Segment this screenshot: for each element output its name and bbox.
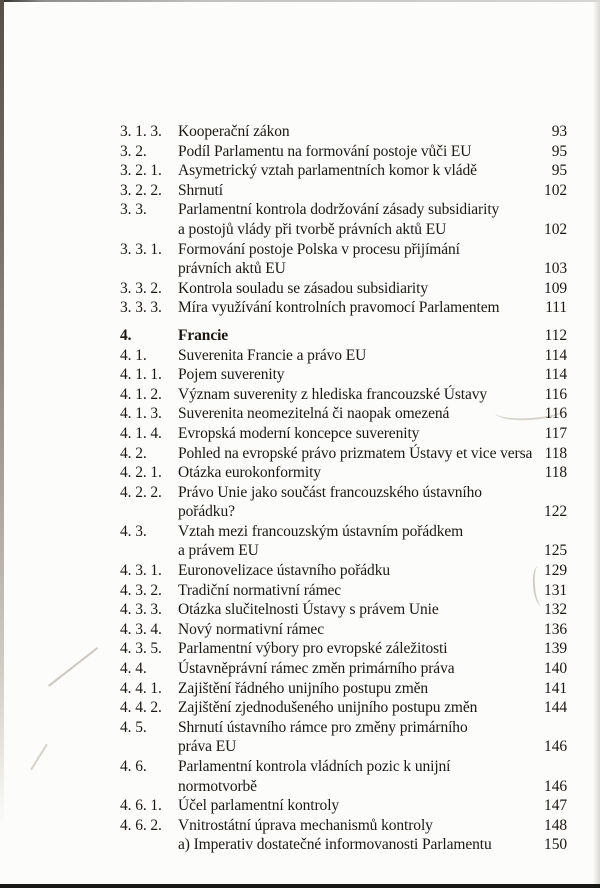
- toc-row: [120, 757, 567, 777]
- toc-row: [120, 161, 567, 181]
- entry-page: 116: [544, 405, 567, 423]
- toc-row: [120, 142, 567, 162]
- toc-row: [120, 718, 567, 738]
- toc-row: [120, 679, 567, 699]
- entry-number: 3. 2. 2.: [120, 181, 162, 199]
- toc-row: [120, 737, 567, 757]
- entry-page: 118: [544, 464, 567, 482]
- entry-title: Podíl Parlamentu na formování postoje vůči EU: [178, 142, 472, 160]
- toc-entry: [120, 161, 567, 181]
- scan-artifact: [30, 744, 48, 771]
- entry-page: 93: [551, 123, 567, 140]
- toc-row: [120, 561, 567, 581]
- toc-entry: [120, 581, 567, 601]
- entry-number: 4. 3. 1.: [120, 562, 162, 580]
- entry-number: 3. 3.: [120, 201, 147, 219]
- entry-page: 136: [544, 620, 567, 638]
- toc-entry: [120, 279, 567, 299]
- entry-page: 112: [544, 326, 567, 344]
- entry-title: pořádku?: [178, 503, 235, 521]
- entry-number: [120, 541, 178, 561]
- entry-title: Otázka slučitelnosti Ústavy s právem Unie: [178, 601, 439, 619]
- entry-number: 4. 6.: [120, 758, 147, 775]
- entry-title: Shrnutí ústavního rámce pro změny primárního: [178, 718, 468, 736]
- toc-entry: [120, 620, 567, 640]
- entry-title: Euronovelizace ústavního pořádku: [178, 562, 391, 580]
- toc-row: [120, 200, 567, 220]
- toc-entry: [120, 561, 567, 581]
- entry-title: Vnitrostátní úprava mechanismů kontroly: [178, 816, 433, 834]
- toc-row: [120, 659, 567, 679]
- entry-number: [120, 502, 178, 522]
- toc-entry: [120, 424, 567, 444]
- toc-row: [120, 122, 567, 142]
- toc-row: [120, 326, 567, 346]
- entry-title: Asymetrický vztah parlamentních komor k vládě: [178, 162, 477, 180]
- toc-row: [120, 220, 567, 240]
- toc-entry: [120, 346, 567, 366]
- entry-page: 109: [544, 279, 567, 297]
- entry-title: Význam suverenity z hlediska francouzské Ústavy: [178, 385, 488, 403]
- toc-entry: [120, 835, 567, 855]
- entry-number: 4. 2. 1.: [120, 464, 162, 482]
- toc-entry: [120, 385, 567, 405]
- toc-row: [120, 240, 567, 260]
- toc-entry: [120, 181, 567, 201]
- entry-title: Nový normativní rámec: [178, 620, 324, 638]
- entry-title: Otázka eurokonformity: [178, 464, 321, 482]
- toc-row: [120, 541, 567, 561]
- toc-row: [120, 581, 567, 601]
- toc-row: [120, 404, 567, 424]
- toc-row: [120, 483, 567, 503]
- toc-row: [120, 279, 567, 299]
- entry-title: a) Imperativ dostatečné informovanosti Parlamentu: [178, 836, 492, 854]
- entry-title: Pohled na evropské právo prizmatem Ústavy et vice versa: [178, 444, 533, 462]
- toc-row: [120, 365, 567, 385]
- entry-title: Vztah mezi francouzským ústavním pořádkem: [178, 522, 464, 540]
- entry-number: 4. 3. 2.: [120, 581, 162, 599]
- entry-page: 141: [544, 679, 567, 697]
- entry-page: 116: [544, 385, 567, 403]
- entry-page: 148: [544, 816, 567, 834]
- entry-number: [120, 259, 178, 279]
- entry-number: 3. 3. 1.: [120, 240, 162, 258]
- entry-title: a postojů vlády při tvorbě právních aktů EU: [178, 220, 447, 238]
- entry-number: [120, 737, 178, 757]
- scan-artifact: [48, 647, 98, 687]
- toc-entry: [120, 122, 567, 142]
- entry-number: 4. 2. 2.: [120, 483, 162, 501]
- entry-number: 4. 6. 1.: [120, 797, 162, 815]
- toc-entry: [120, 365, 567, 385]
- entry-title: právních aktů EU: [178, 260, 286, 278]
- entry-number: [120, 220, 178, 240]
- toc-row: [120, 620, 567, 640]
- entry-number: 4. 3. 3.: [120, 601, 162, 619]
- toc-entry: [120, 718, 567, 757]
- toc-row: [120, 346, 567, 366]
- toc-row: [120, 298, 567, 318]
- entry-title: Zajištění zjednodušeného unijního postupu změn: [178, 699, 478, 717]
- entry-title: práva EU: [178, 738, 237, 756]
- entry-title: Suverenita Francie a právo EU: [178, 346, 367, 364]
- entry-title: a právem EU: [178, 542, 259, 560]
- entry-page: 118: [544, 444, 567, 462]
- toc-row: [120, 835, 567, 855]
- entry-number: 4. 4. 2.: [120, 699, 162, 717]
- entry-page: 102: [544, 181, 567, 199]
- entry-number: [120, 777, 178, 797]
- entry-page: 131: [544, 581, 567, 599]
- entry-number: 4.: [120, 326, 132, 344]
- entry-number: 4. 3. 5.: [120, 640, 162, 658]
- toc-entry: [120, 326, 567, 346]
- entry-title: Zajištění řádného unijního postupu změn: [178, 679, 429, 697]
- toc-row: [120, 444, 567, 464]
- page-right-edge-shadow: [593, 0, 600, 888]
- entry-page: 146: [544, 738, 567, 756]
- entry-page: 147: [544, 797, 567, 815]
- entry-number: 4. 2.: [120, 444, 147, 462]
- toc-row: [120, 600, 567, 620]
- toc-row: [120, 522, 567, 542]
- entry-title: Suverenita neomezitelná či naopak omezená: [178, 405, 450, 423]
- toc-row: [120, 777, 567, 797]
- page-left-edge-shadow: [0, 0, 4, 888]
- toc-row: [120, 181, 567, 201]
- toc-entry: [120, 240, 567, 279]
- entry-number: 4. 1. 2.: [120, 385, 162, 403]
- entry-page: 132: [544, 601, 567, 619]
- toc-entry: [120, 639, 567, 659]
- entry-page: 103: [544, 260, 567, 278]
- toc-row: [120, 816, 567, 836]
- entry-page: 129: [544, 562, 567, 580]
- toc-row: [120, 502, 567, 522]
- toc-entry: [120, 659, 567, 679]
- entry-page: 122: [544, 503, 567, 521]
- toc-entry: [120, 463, 567, 483]
- toc-entry: [120, 757, 567, 796]
- toc-row: [120, 424, 567, 444]
- entry-number: 4. 6. 2.: [120, 816, 162, 834]
- entry-number: 3. 3. 2.: [120, 279, 162, 297]
- toc-entry: [120, 522, 567, 561]
- entry-title: Kooperační zákon: [178, 123, 290, 140]
- entry-title: Pojem suverenity: [178, 366, 285, 384]
- page-top-edge-shadow: [0, 0, 600, 2]
- toc-row: [120, 259, 567, 279]
- entry-page: 117: [544, 424, 567, 442]
- entry-title: Formování postoje Polska v procesu přijímání: [178, 240, 460, 258]
- entry-title: normotvorbě: [178, 777, 257, 795]
- toc-row: [120, 463, 567, 483]
- toc-entry: [120, 142, 567, 162]
- toc-entry: [120, 796, 567, 816]
- entry-title: Parlamentní kontrola dodržování zásady subsidiarity: [178, 201, 500, 219]
- entry-page: 144: [544, 699, 567, 717]
- entry-page: 114: [544, 366, 567, 384]
- toc-entry: [120, 816, 567, 836]
- entry-number: 3. 2.: [120, 142, 147, 160]
- entry-number: 4. 3.: [120, 522, 147, 540]
- entry-title: Právo Unie jako součást francouzského ústavního: [178, 483, 482, 501]
- toc-entry: [120, 404, 567, 424]
- entry-title: Tradiční normativní rámec: [178, 581, 342, 599]
- toc-row: [120, 639, 567, 659]
- entry-number: 4. 1.: [120, 346, 147, 364]
- entry-page: 102: [544, 220, 567, 238]
- toc-entry: [120, 600, 567, 620]
- entry-number: [120, 835, 178, 855]
- entry-title: Shrnutí: [178, 181, 223, 199]
- entry-page: 140: [544, 660, 567, 678]
- entry-number: 4. 1. 4.: [120, 424, 162, 442]
- entry-number: 3. 3. 3.: [120, 299, 162, 317]
- entry-page: 111: [545, 299, 567, 317]
- entry-number: 3. 2. 1.: [120, 162, 162, 180]
- entry-number: 4. 3. 4.: [120, 620, 162, 638]
- entry-title: Účel parlamentní kontroly: [178, 797, 340, 815]
- entry-page: 139: [544, 640, 567, 658]
- entry-title: Míra využívání kontrolních pravomocí Parlamentem: [178, 299, 500, 317]
- entry-page: 114: [544, 346, 567, 364]
- entry-page: 150: [544, 836, 567, 854]
- entry-title: Francie: [178, 326, 229, 344]
- toc-row: [120, 385, 567, 405]
- entry-number: 4. 4. 1.: [120, 679, 162, 697]
- toc-entry: [120, 483, 567, 522]
- toc-entry: [120, 444, 567, 464]
- entry-page: 95: [551, 162, 567, 180]
- entry-number: 4. 1. 3.: [120, 405, 162, 423]
- entry-title: Parlamentní kontrola vládních pozic k unijní: [178, 758, 451, 775]
- entry-number: 4. 4.: [120, 660, 147, 678]
- toc-entry: [120, 200, 567, 239]
- entry-title: Evropská moderní koncepce suverenity: [178, 424, 420, 442]
- toc-entry: [120, 698, 567, 718]
- entry-title: Kontrola souladu se zásadou subsidiarity: [178, 279, 428, 297]
- toc-row: [120, 796, 567, 816]
- entry-title: Parlamentní výbory pro evropské záležitosti: [178, 640, 448, 658]
- toc-entry: [120, 298, 567, 318]
- page-bottom-edge-shadow: [0, 884, 600, 888]
- entry-page: 146: [544, 777, 567, 795]
- toc-list: [120, 122, 567, 855]
- entry-number: 4. 5.: [120, 718, 147, 736]
- toc-row: [120, 698, 567, 718]
- entry-number: 3. 1. 3.: [120, 123, 162, 140]
- toc-entry: [120, 679, 567, 699]
- entry-number: 4. 1. 1.: [120, 366, 162, 384]
- entry-title: Ústavněprávní rámec změn primárního práva: [178, 660, 455, 678]
- entry-page: 125: [544, 542, 567, 560]
- entry-page: 95: [551, 142, 567, 160]
